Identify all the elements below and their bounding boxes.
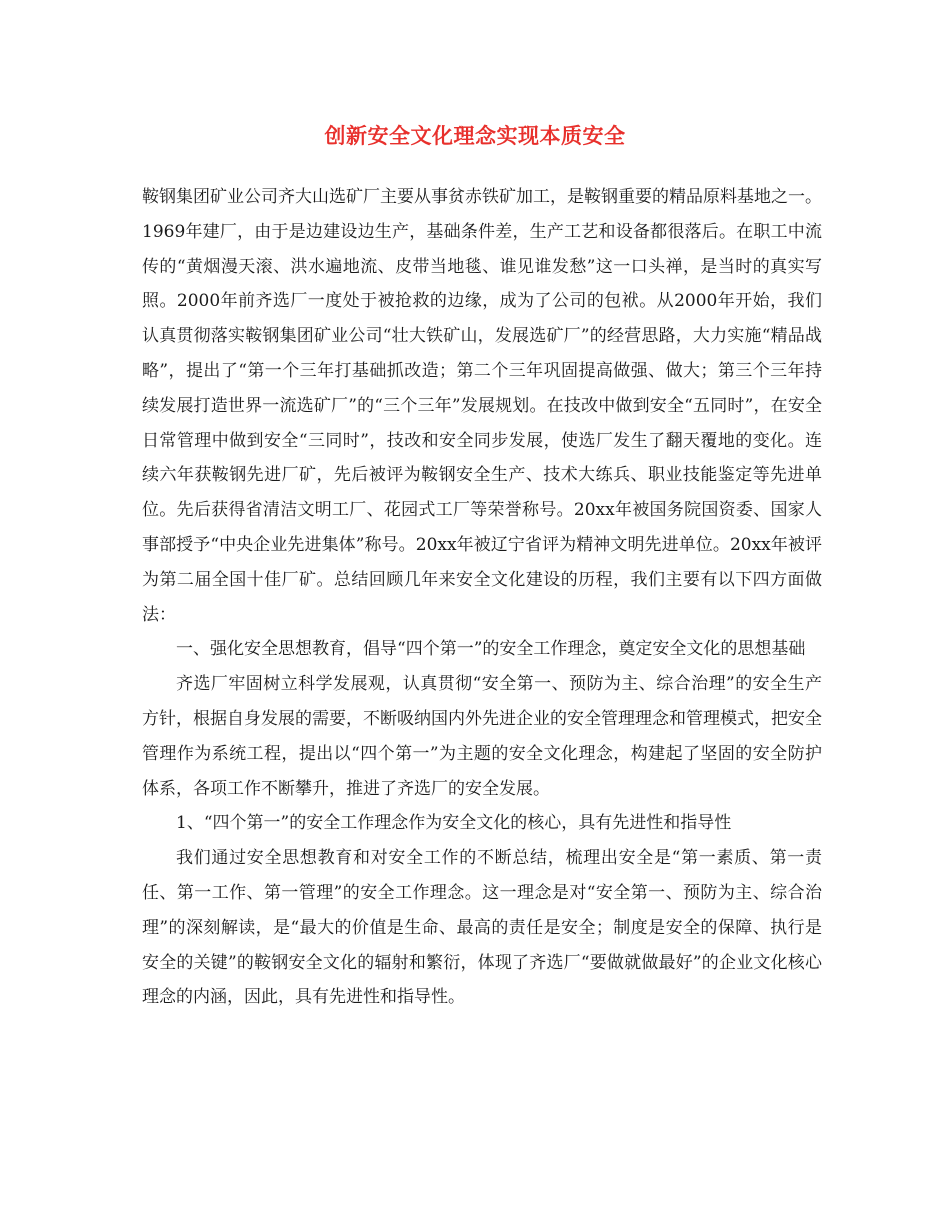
paragraph-intro: 鞍钢集团矿业公司齐大山选矿厂主要从事贫赤铁矿加工，是鞍钢重要的精品原料基地之一。1969年建厂，由于是边建设边生产，基础条件差，生产工艺和设备都很落后。在职工中流传的“黄烟漫天滚、洪水遍地流、皮带当地毯、谁见谁发愁”这一口头禅，是当时的真实写照。2000年前齐选厂一度处于被抢救的边缘，成为了公司的包袱。从2000年开始，我们认真贯彻落实鞍钢集团矿业公司“壮大铁矿山，发展选矿厂”的经营思路，大力实施“精品战略”，提出了“第一个三年打基础抓改造；第二个三年巩固提高做强、做大；第三个三年持续发展打造世界一流选矿厂”的“三个三年”发展规划。在技改中做到安全“五同时”，在安全日常管理中做到安全“三同时”，技改和安全同步发展，使选厂发生了翻天覆地的变化。连续六年获鞍钢先进厂矿，先后被评为鞍钢安全生产、技术大练兵、职业技能鉴定等先进单位。先后获得省清洁文明工厂、花园式工厂等荣誉称号。20xx年被国务院国资委、国家人事部授予“中央企业先进集体”称号。20xx年被辽宁省评为精神文明先进单位。20xx年被评为第二届全国十佳厂矿。总结回顾几年来安全文化建设的历程，我们主要有以下四方面做法：	[142, 187, 822, 625]
paragraph-subsection-1: 我们通过安全思想教育和对安全工作的不断总结，梳理出安全是“第一素质、第一责任、第一工作、第一管理”的安全工作理念。这一理念是对“安全第一、预防为主、综合治理”的深刻解读，是“最大的价值是生命、最高的责任是安全；制度是安全的保障、执行是安全的关键”的鞍钢安全文化的辐射和繁衍，体现了齐选厂“要做就做最好”的企业文化核心理念的内涵，因此，具有先进性和指导性。	[142, 848, 822, 1008]
subsection-heading-1: 1、“四个第一”的安全工作理念作为安全文化的核心，具有先进性和指导性	[176, 813, 732, 834]
section-heading-1: 一、强化安全思想教育，倡导“四个第一”的安全工作理念，奠定安全文化的思想基础	[176, 639, 806, 660]
document-body	[142, 180, 822, 1015]
paragraph-section-1: 齐选厂牢固树立科学发展观，认真贯彻“安全第一、预防为主、综合治理”的安全生产方针，根据自身发展的需要，不断吸纳国内外先进企业的安全管理理念和管理模式，把安全管理作为系统工程，提出以“四个第一”为主题的安全文化理念，构建起了坚固的安全防护体系，各项工作不断攀升，推进了齐选厂的安全发展。	[142, 674, 822, 799]
document-title: 创新安全文化理念实现本质安全	[324, 123, 626, 148]
